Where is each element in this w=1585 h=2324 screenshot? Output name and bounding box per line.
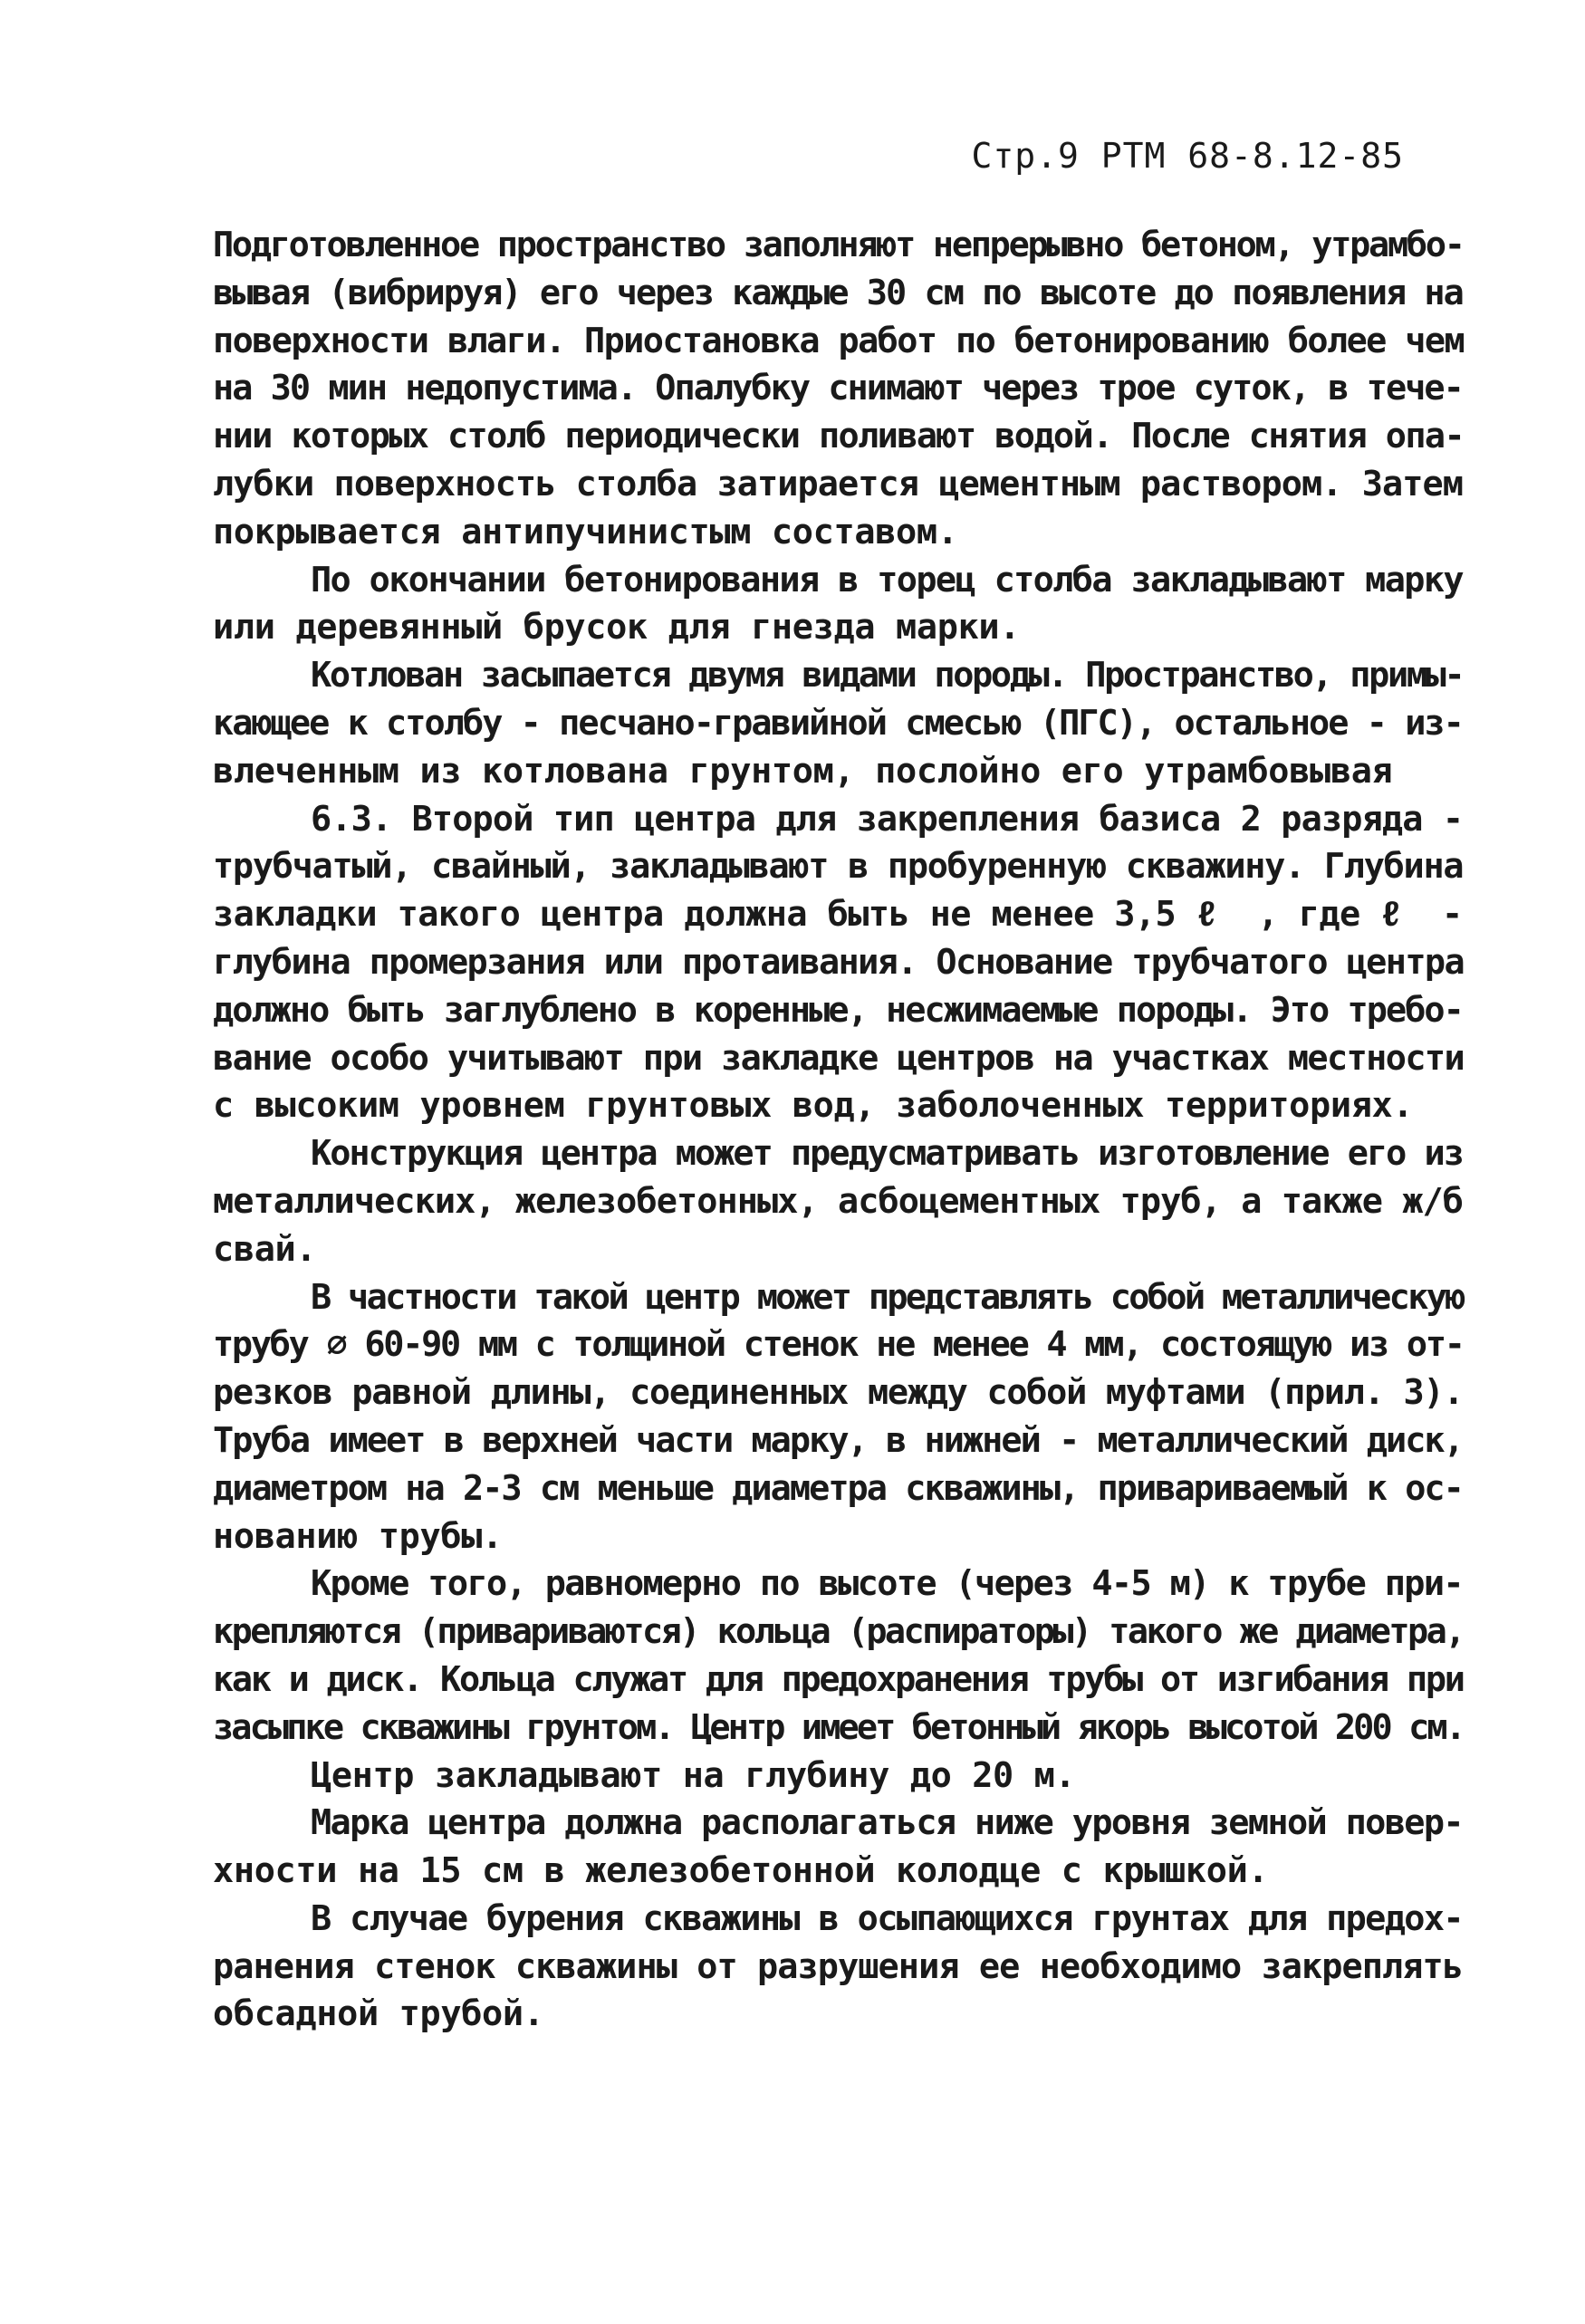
text-line: По окончании бетонирования в торец столба закладывают марку — [311, 559, 1463, 600]
text-line: резков равной длины, соединенных между собой муфтами (прил. 3). — [213, 1372, 1464, 1414]
text-line: засыпке скважины грунтом. Центр имеет бетонный якорь высотой 200 см. — [213, 1706, 1465, 1748]
text-line: вание особо учитывают при закладке центров на участках местности — [213, 1037, 1465, 1079]
text-line: кающее к столбу - песчано-гравийной смесью (ПГС), остальное - из- — [213, 702, 1463, 744]
text-line: В частности такой центр может представлять собой металлическую — [311, 1276, 1464, 1318]
text-line: металлических, железобетонных, асбоцементных труб, а также ж/б — [213, 1180, 1464, 1222]
text-line: Котлован засыпается двумя видами породы. Пространство, примы- — [311, 655, 1464, 696]
text-line: Центр закладывают на глубину до 20 м. — [311, 1754, 1076, 1796]
text-line: Подготовленное пространство заполняют непрерывно бетоном, утрамбо- — [213, 225, 1464, 265]
text-line: диаметром на 2-3 см меньше диаметра скважины, привариваемый к ос- — [213, 1467, 1463, 1509]
text-line: крепляются (привариваются) кольца (распираторы) такого же диаметра, — [213, 1611, 1464, 1653]
text-line: Труба имеет в верхней части марку, в нижней - металлический диск, — [213, 1419, 1463, 1461]
text-line: ранения стенок скважины от разрушения ее необходимо закреплять — [213, 1945, 1464, 1987]
page-header: Стр.9 РТМ 68-8.12-85 — [971, 136, 1404, 176]
text-line: лубки поверхность столба затирается цементным раствором. Затем — [213, 463, 1464, 504]
text-line: на 30 мин недопустима. Опалубку снимают через трое суток, в тече- — [213, 368, 1463, 409]
document-body — [213, 222, 1481, 2039]
text-line: Конструкция центра может предусматривать изготовление его из — [311, 1133, 1463, 1175]
text-line: влеченным из котлована грунтом, послойно его утрамбовывая — [213, 750, 1393, 792]
text-line: Кроме того, равномерно по высоте (через 4-5 м) к трубе при- — [311, 1563, 1463, 1605]
text-line: должно быть заглублено в коренные, несжимаемые породы. Это требо- — [213, 989, 1463, 1031]
text-line: Марка центра должна располагаться ниже уровня земной повер- — [311, 1802, 1463, 1844]
text-line: как и диск. Кольца служат для предохранения трубы от изгибания при — [213, 1658, 1464, 1700]
text-line: хности на 15 см в железобетонной колодце с крышкой. — [213, 1850, 1269, 1892]
text-line: или деревянный брусок для гнезда марки. — [213, 607, 1021, 648]
text-line: трубчатый, свайный, закладывают в пробуренную скважину. Глубина — [213, 846, 1464, 888]
text-line: обсадной трубой. — [213, 1993, 544, 2035]
text-line: с высоким уровнем грунтовых вод, заболоченных территориях. — [213, 1085, 1414, 1127]
text-line: поверхности влаги. Приостановка работ по бетонированию более чем — [213, 320, 1465, 361]
text-line: нии которых столб периодически поливают водой. После снятия опа- — [213, 416, 1465, 457]
text-line: трубу ∅ 60-90 мм с толщиной стенок не менее 4 мм, состоящую из от- — [213, 1324, 1464, 1366]
text-line: В случае бурения скважины в осыпающихся грунтах для предох- — [311, 1897, 1463, 1939]
text-line: нованию трубы. — [213, 1515, 503, 1557]
text-line: покрывается антипучинистым составом. — [213, 511, 958, 552]
text-line: глубина промерзания или протаивания. Основание трубчатого центра — [213, 941, 1465, 983]
text-line: 6.3. Второй тип центра для закрепления базиса 2 разряда - — [311, 798, 1464, 840]
text-line: вывая (вибрируя) его через каждые 30 см по высоте до появления на — [213, 272, 1463, 313]
text-line: закладки такого центра должна быть не менее 3,5 ℓ , где ℓ - — [213, 894, 1463, 936]
text-line: свай. — [213, 1228, 317, 1270]
